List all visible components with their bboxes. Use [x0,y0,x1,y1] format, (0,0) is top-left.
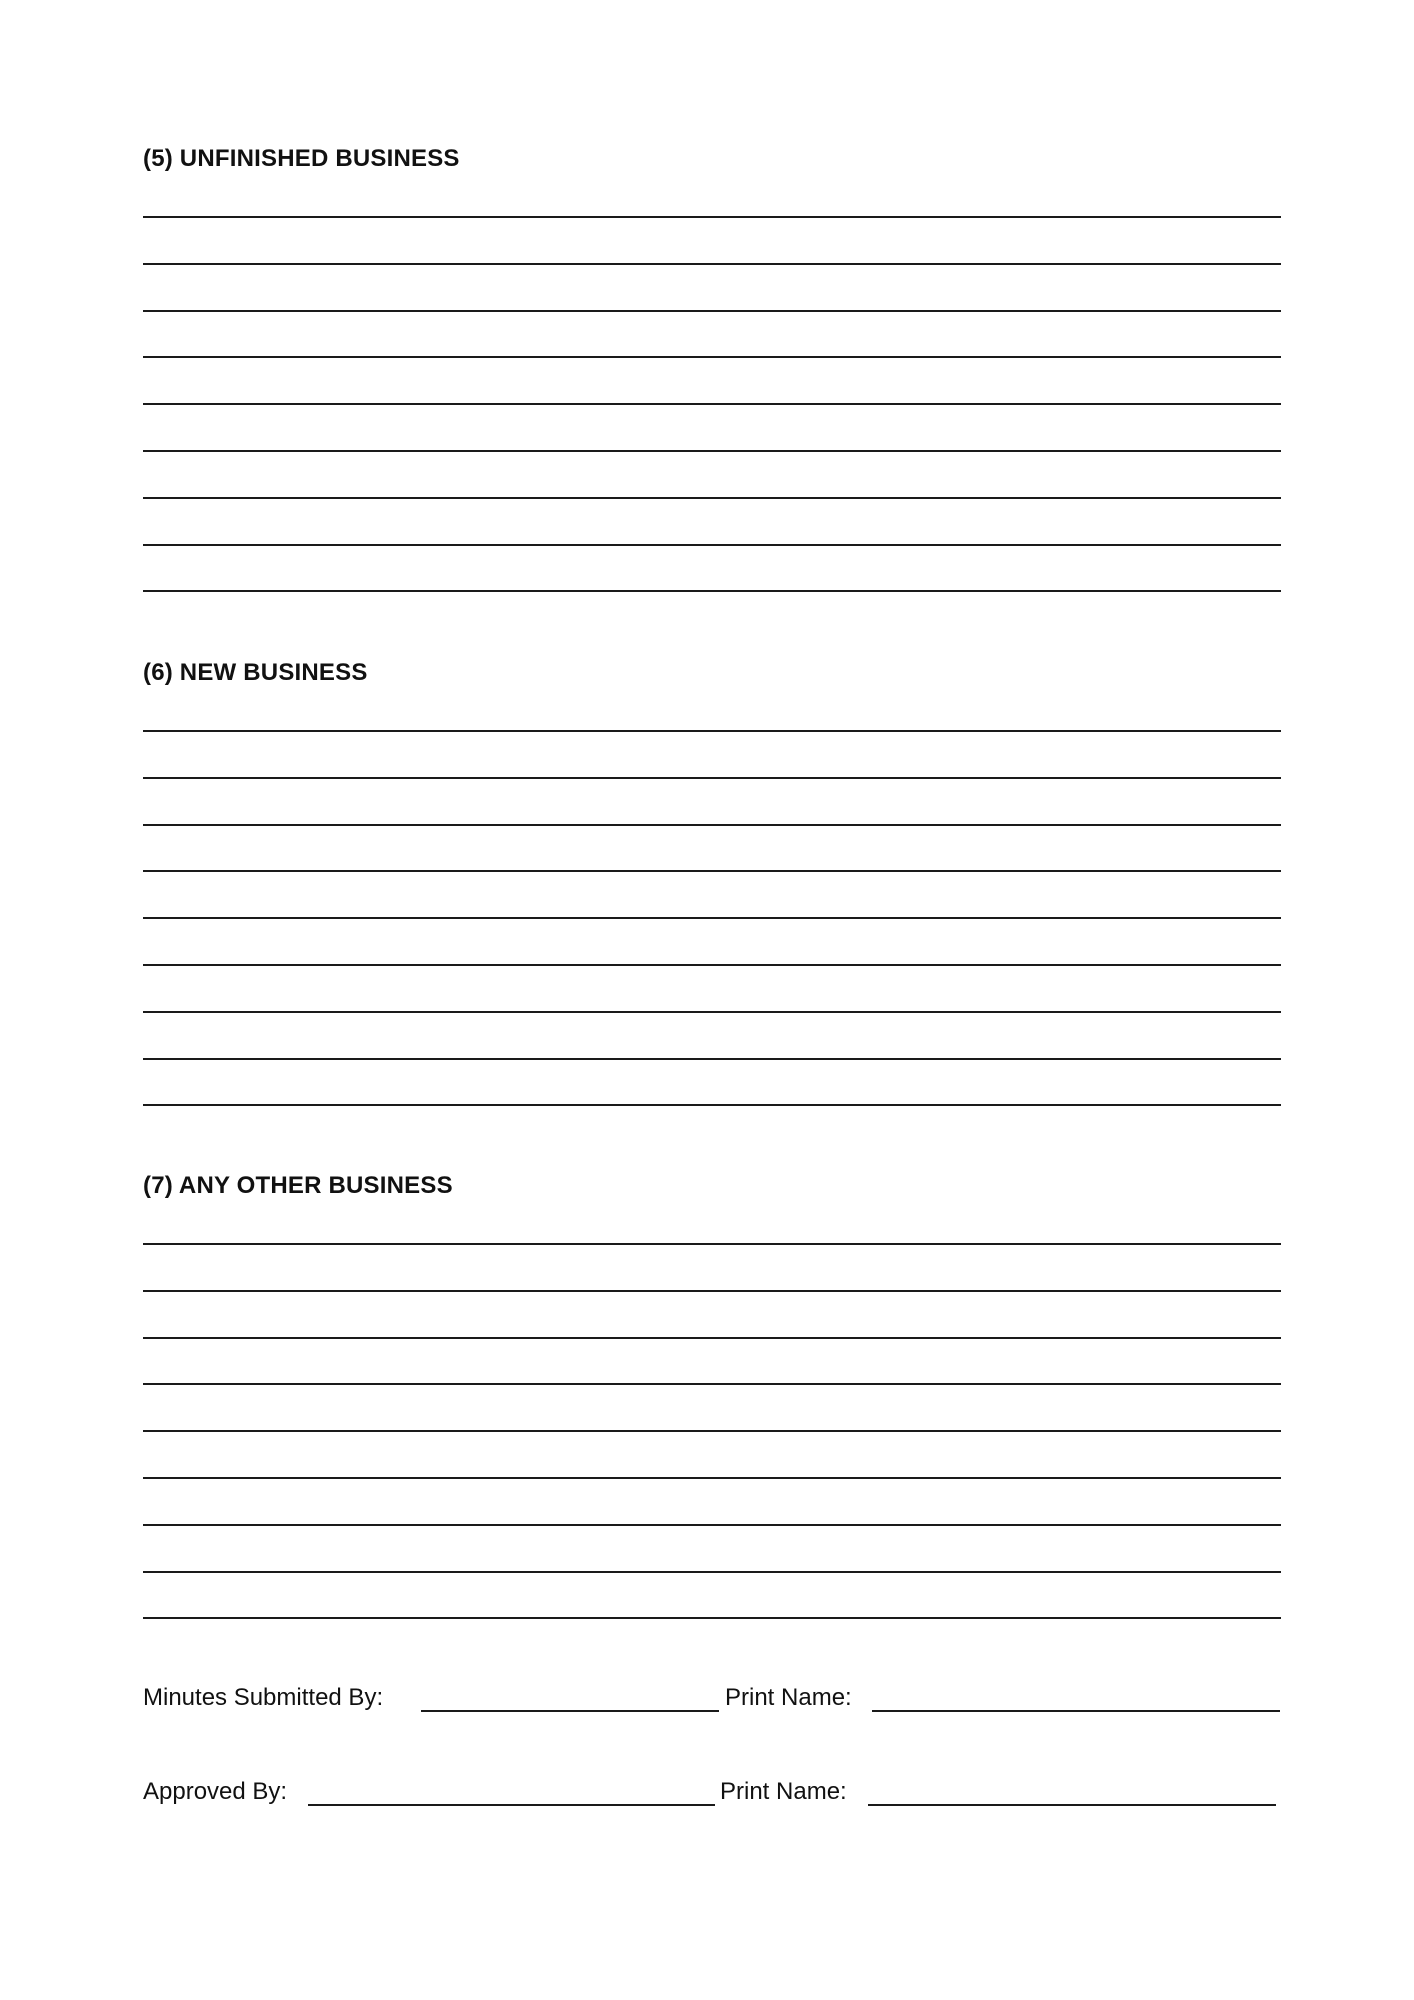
writing-line[interactable] [143,964,1281,966]
writing-line[interactable] [143,1571,1281,1573]
submitted-by-label: Minutes Submitted By: [143,1684,384,1711]
writing-line[interactable] [143,1058,1281,1060]
section-title: (7) ANY OTHER BUSINESS [143,1172,453,1199]
writing-line[interactable] [143,1243,1281,1245]
submitted-by-signature-field[interactable] [421,1710,719,1712]
writing-line[interactable] [143,917,1281,919]
writing-line[interactable] [143,544,1281,546]
writing-line[interactable] [143,1290,1281,1292]
submitted-print-name-field[interactable] [872,1710,1280,1712]
writing-line[interactable] [143,1617,1281,1619]
writing-line[interactable] [143,1430,1281,1432]
section-title: (6) NEW BUSINESS [143,659,368,686]
writing-line[interactable] [143,263,1281,265]
submitted-by-row [143,1684,1281,1716]
section-title: (5) UNFINISHED BUSINESS [143,145,460,172]
approved-by-label: Approved By: [143,1778,288,1805]
writing-line[interactable] [143,1011,1281,1013]
writing-line[interactable] [143,450,1281,452]
writing-line[interactable] [143,1524,1281,1526]
writing-line[interactable] [143,1104,1281,1106]
approved-by-signature-field[interactable] [308,1804,715,1806]
submitted-print-name-label: Print Name: [725,1684,852,1711]
writing-line[interactable] [143,1477,1281,1479]
writing-line[interactable] [143,403,1281,405]
approved-print-name-field[interactable] [868,1804,1276,1806]
writing-line[interactable] [143,1337,1281,1339]
writing-line[interactable] [143,777,1281,779]
writing-line[interactable] [143,1383,1281,1385]
approved-by-row [143,1778,1281,1810]
writing-line[interactable] [143,216,1281,218]
writing-line[interactable] [143,824,1281,826]
writing-line[interactable] [143,356,1281,358]
writing-line[interactable] [143,870,1281,872]
writing-line[interactable] [143,310,1281,312]
approved-print-name-label: Print Name: [720,1778,847,1805]
writing-line[interactable] [143,590,1281,592]
writing-line[interactable] [143,730,1281,732]
writing-line[interactable] [143,497,1281,499]
